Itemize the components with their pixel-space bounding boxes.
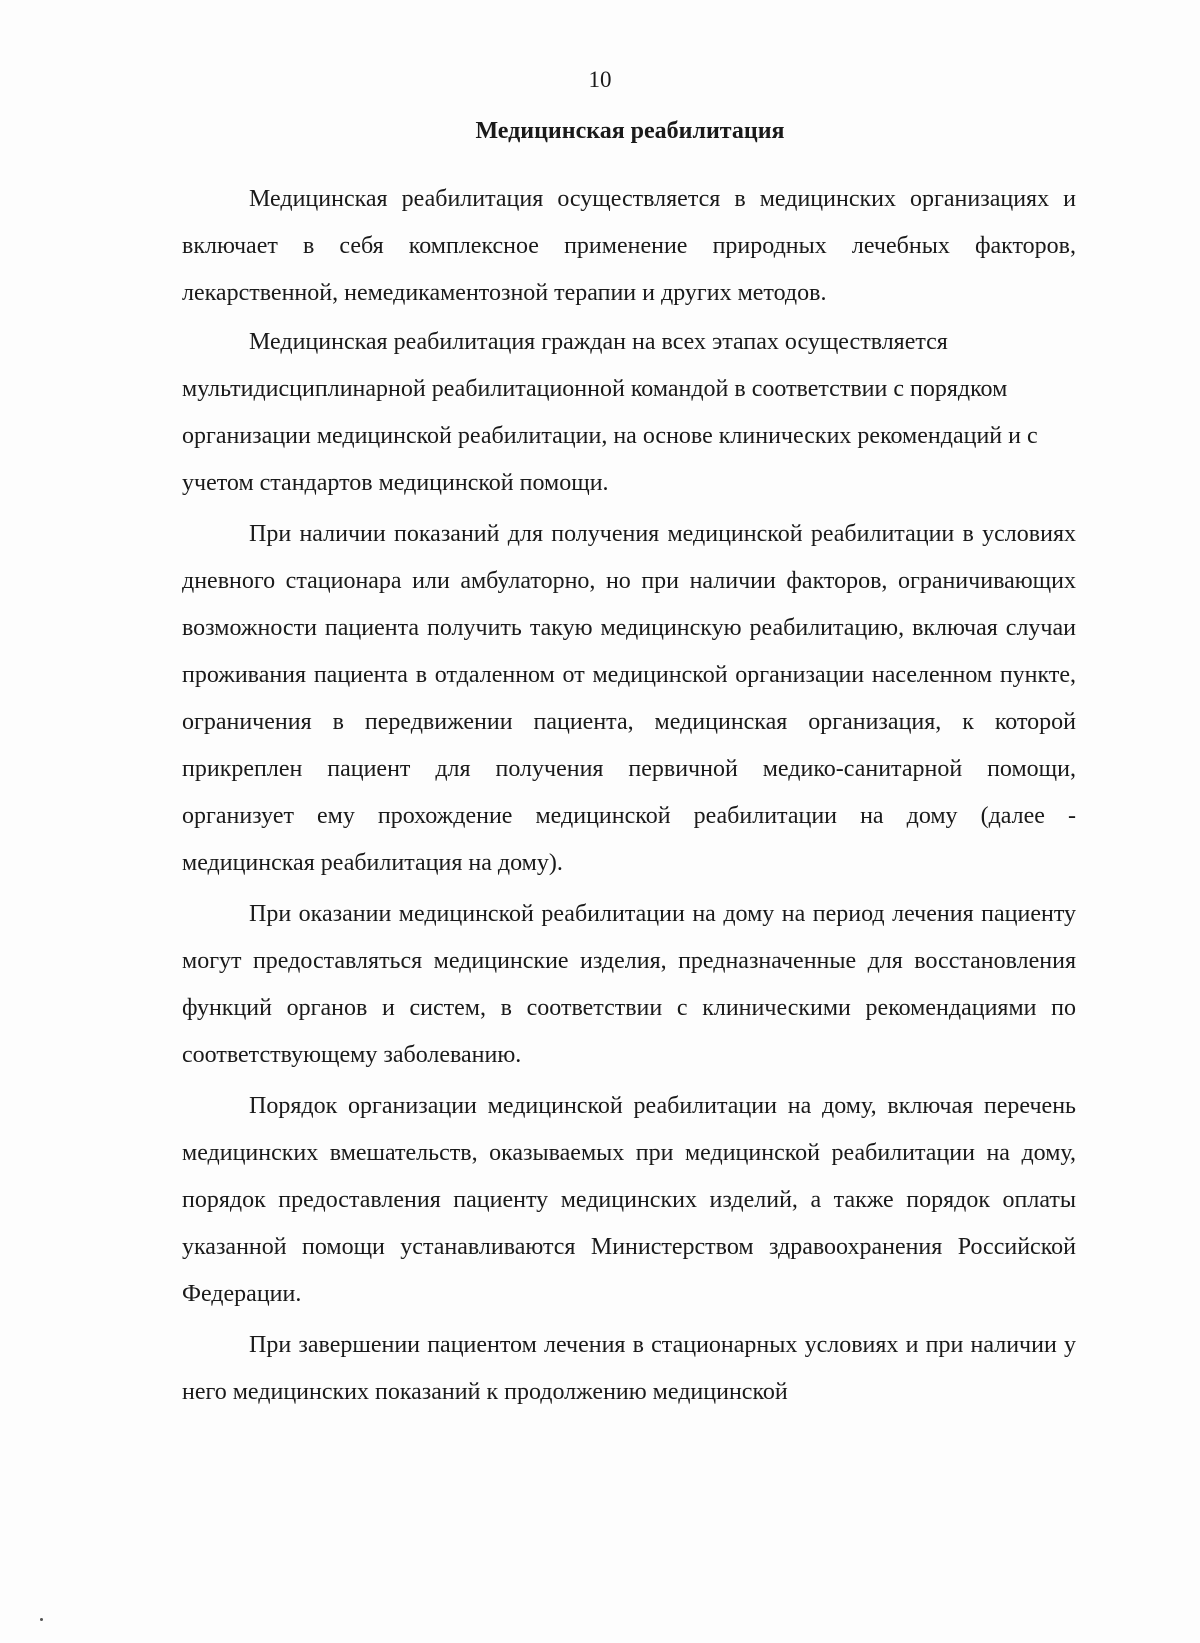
paragraph-1: Медицинская реабилитация осуществляется в медицинских организациях и включает в себя комплексное применение природных лечебных факторов, лекарственной, немедикаментозной терапии и других методов. bbox=[182, 186, 1076, 306]
paragraph-2: Медицинская реабилитация граждан на всех этапах осуществляется мультидисциплинарной реабилитационной командой в соответствии с порядком организации медицинской реабилитации, на основе клинических рекомендаций и с учетом стандартов медицинской помощи. bbox=[182, 329, 1038, 496]
scan-speck bbox=[40, 1618, 43, 1621]
paragraph-5: Порядок организации медицинской реабилитации на дому, включая перечень медицинских вмешательств, оказываемых при медицинской реабилитации на дому, порядок предоставления пациенту медицинских изделий, а также порядок оплаты указанной помощи устанавливаются Министерством здравоохранения Российской Федерации. bbox=[182, 1093, 1076, 1307]
page-number: 10 bbox=[588, 67, 612, 92]
document-body bbox=[182, 176, 1076, 1416]
paragraph-4: При оказании медицинской реабилитации на дому на период лечения пациенту могут предоставляться медицинские изделия, предназначенные для восстановления функций органов и систем, в соответствии с клиническими рекомендациями по соответствующему заболеванию. bbox=[182, 901, 1076, 1068]
section-title: Медицинская реабилитация bbox=[475, 118, 785, 144]
paragraph-3: При наличии показаний для получения медицинской реабилитации в условиях дневного стационара или амбулаторно, но при наличии факторов, ограничивающих возможности пациента получить такую медицинскую реабилитацию, включая случаи проживания пациента в отдаленном от медицинской организации населенном пункте, ограничения в передвижении пациента, медицинская организация, к которой прикреплен пациент для получения первичной медико-санитарной помощи, организует ему прохождение медицинской реабилитации на дому (далее - медицинская реабилитация на дому). bbox=[182, 521, 1076, 876]
paragraph-6: При завершении пациентом лечения в стационарных условиях и при наличии у него медицинских показаний к продолжению медицинской bbox=[182, 1332, 1076, 1405]
